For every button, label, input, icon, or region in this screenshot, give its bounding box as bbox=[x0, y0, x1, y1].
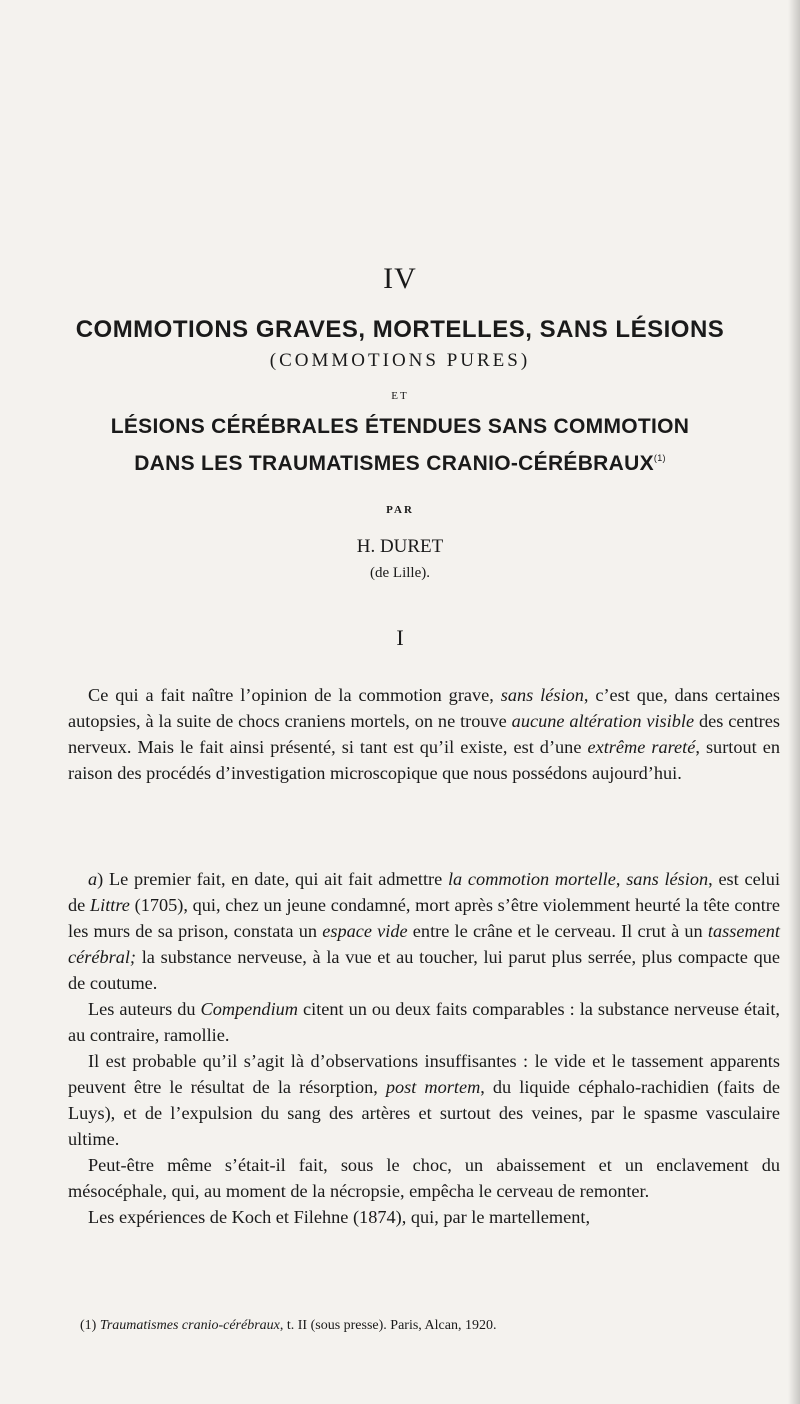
paragraph-1 bbox=[68, 682, 780, 786]
italic-run: a bbox=[88, 869, 98, 889]
italic-run: aucune altération visible bbox=[511, 711, 695, 731]
footnote-mark: (1) bbox=[80, 1318, 97, 1333]
footnote-text: , t. II (sous presse). Paris, Alcan, 1920. bbox=[279, 1318, 497, 1333]
text-run: entre le crâne et le cerveau. Il crut à un bbox=[407, 921, 708, 941]
author-name: H. DURET bbox=[356, 536, 444, 557]
italic-run: Compendium bbox=[200, 999, 298, 1019]
page-spine-shadow bbox=[788, 0, 800, 1404]
italic-run: la commotion mortelle bbox=[447, 869, 616, 889]
chapter-number: IV bbox=[383, 262, 417, 295]
text-run: , surtout en raison des procédés d’investigation microscopique que nous possédons aujourd’hui. bbox=[68, 737, 780, 783]
paragraph-3 bbox=[68, 996, 780, 1048]
italic-run: sans lésion bbox=[626, 869, 709, 889]
title-footnote-mark: (1) bbox=[653, 453, 666, 463]
author-affiliation: (de Lille). bbox=[370, 565, 430, 581]
italic-run: sans lésion bbox=[500, 685, 584, 705]
italic-run: post mortem bbox=[385, 1077, 481, 1097]
paragraph-2 bbox=[68, 866, 780, 996]
italic-run: Littre bbox=[89, 895, 130, 915]
paragraph-6: Les expériences de Koch et Filehne (1874), qui, par le martellement, bbox=[88, 1207, 591, 1227]
by-label: PAR bbox=[386, 504, 414, 516]
title-conjunction: ET bbox=[391, 390, 409, 402]
body-block-1 bbox=[68, 682, 780, 786]
section-number: I bbox=[396, 625, 404, 650]
title-line-3: LÉSIONS CÉRÉBRALES ÉTENDUES SANS COMMOTION bbox=[110, 415, 690, 438]
paragraph-5: Peut-être même s’était-il fait, sous le choc, un abaissement et un enclavement du mésocéphale, qui, au moment de la nécropsie, empêcha le cerveau de remonter. bbox=[68, 1155, 780, 1201]
text-run: Il est probable qu’il s’agit là d’observations insuffisantes : le vide et le tassement apparents peuvent être le résultat de la résorption, bbox=[68, 1051, 780, 1097]
text-run: , bbox=[615, 869, 627, 889]
text-run: , du liquide céphalo-rachidien (faits de Luys), et de l’expulsion du sang des artères et surtout des veines, par le spasme vasculaire ultime. bbox=[68, 1077, 780, 1149]
text-run: des centres nerveux. Mais le fait ainsi présenté, si tant est qu’il existe, est d’une bbox=[68, 711, 780, 757]
text-run: (1705), qui, chez un jeune condamné, mort après s’être violemment heurté la tête contre les murs de sa prison, constata un bbox=[68, 895, 781, 941]
title-line-4: DANS LES TRAUMATISMES CRANIO-CÉRÉBRAUX bbox=[134, 452, 654, 475]
text-run: la substance nerveuse, à la vue et au toucher, lui parut plus serrée, plus compacte que de coutume. bbox=[68, 947, 780, 993]
paragraph-4 bbox=[68, 1048, 780, 1152]
text-run: citent un ou deux faits comparables : la substance nerveuse était, au contraire, ramollie. bbox=[68, 999, 780, 1045]
italic-run: tassement cérébral; bbox=[68, 921, 780, 967]
italic-run: extrême rareté bbox=[587, 737, 696, 757]
text-run: , est celui de bbox=[68, 869, 781, 915]
italic-run: espace vide bbox=[322, 921, 408, 941]
title-line-2: (COMMOTIONS PURES) bbox=[269, 350, 531, 371]
title-line-1: COMMOTIONS GRAVES, MORTELLES, SANS LÉSIONS bbox=[75, 316, 725, 343]
text-run: ) Le premier fait, en date, qui ait fait admettre bbox=[97, 869, 448, 889]
title-line-4-wrap bbox=[0, 452, 800, 476]
text-run: Les auteurs du bbox=[88, 999, 201, 1019]
footnote bbox=[80, 1318, 780, 1334]
footnote-title: Traumatismes cranio-cérébraux bbox=[99, 1318, 280, 1333]
text-run: , c’est que, dans certaines autopsies, à la suite de chocs craniens mortels, on ne trouve bbox=[68, 685, 781, 731]
text-run: Ce qui a fait naître l’opinion de la commotion grave, bbox=[88, 685, 501, 705]
body-block-2 bbox=[68, 866, 780, 1230]
